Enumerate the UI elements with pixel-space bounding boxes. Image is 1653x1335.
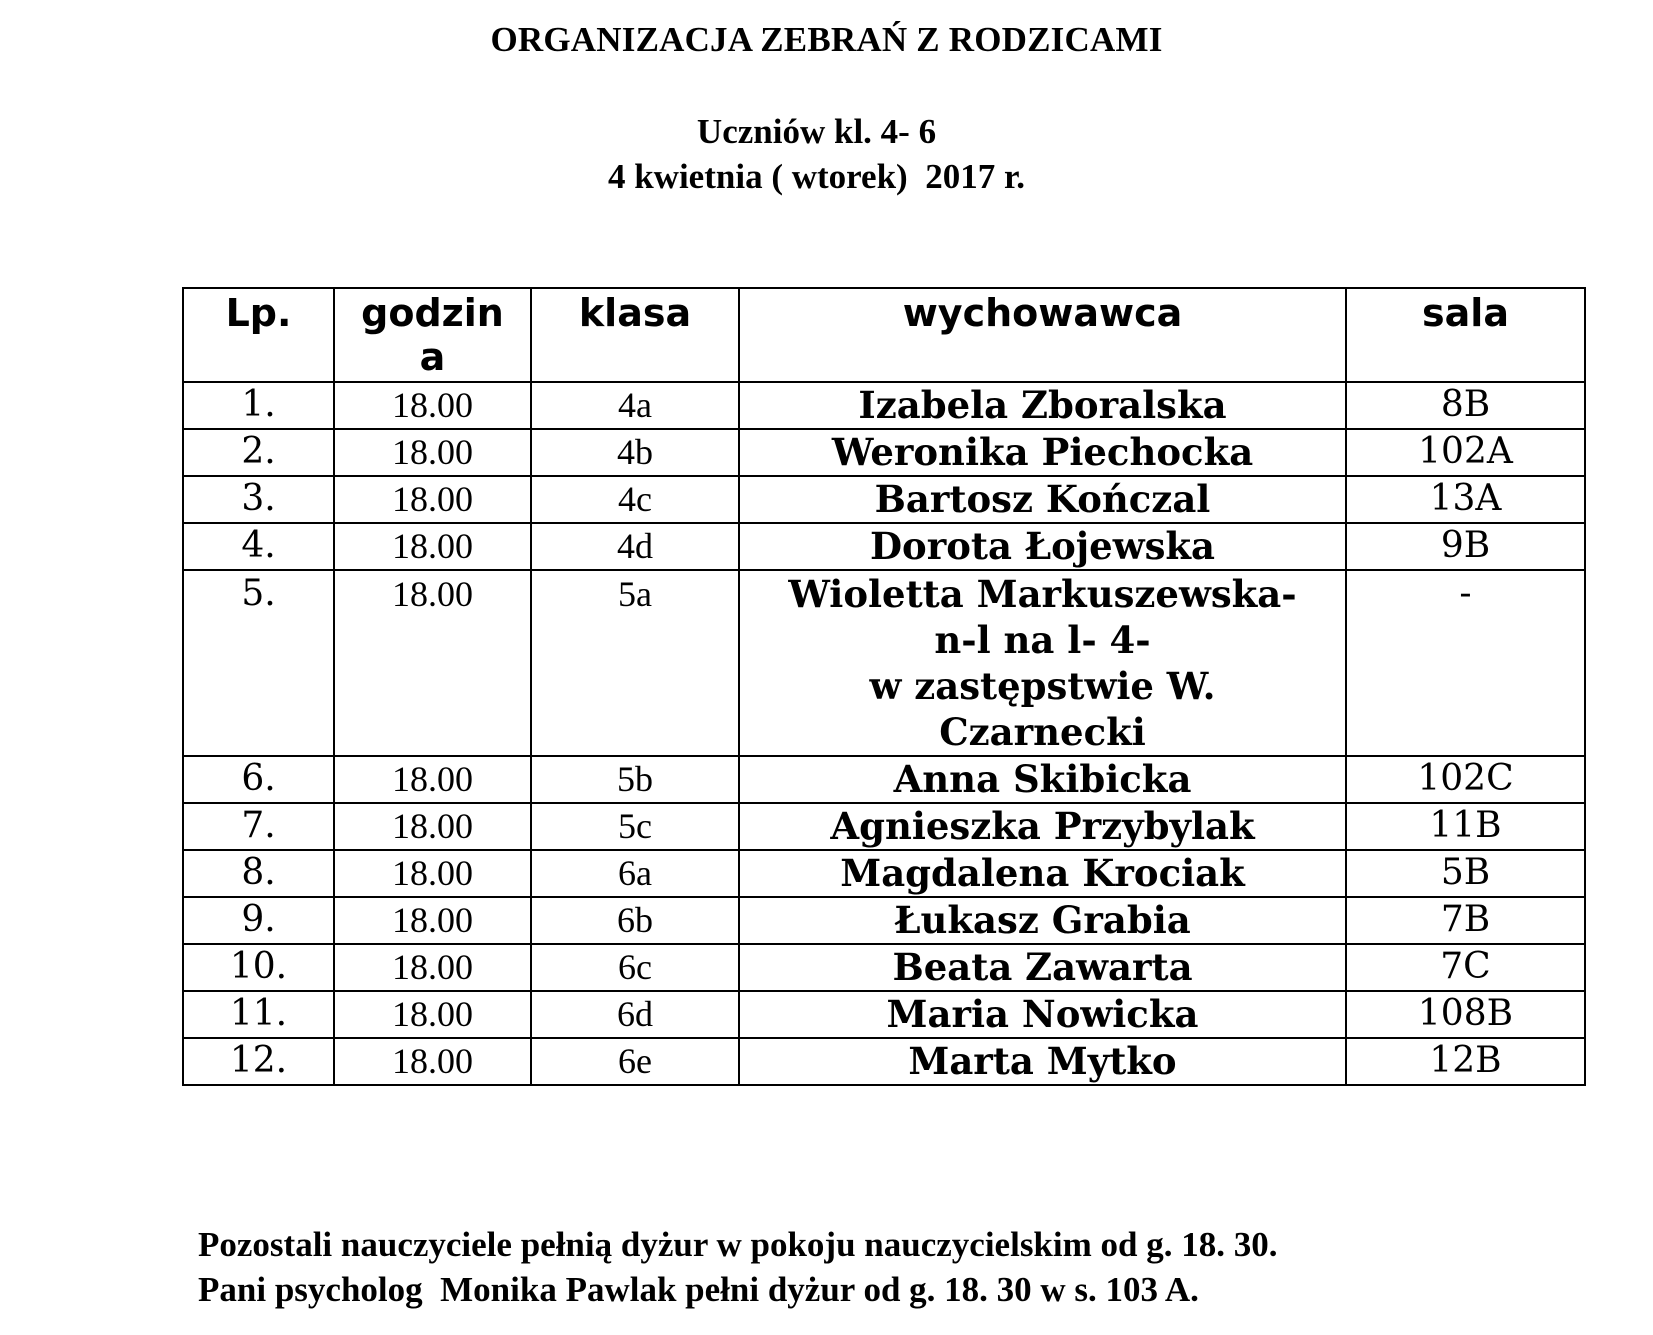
table-row <box>183 1038 1585 1085</box>
table-row <box>183 523 1585 570</box>
cell-teacher: Anna Skibicka <box>739 756 1346 803</box>
cell-time: 18.00 <box>334 803 531 850</box>
table-row <box>183 944 1585 991</box>
cell-class: 5a <box>531 570 739 756</box>
table-row <box>183 850 1585 897</box>
column-header-room: sala <box>1346 288 1585 382</box>
cell-time: 18.00 <box>334 570 531 756</box>
column-header-time-part1: godzin <box>361 291 504 335</box>
cell-room: 12B <box>1346 1038 1585 1085</box>
table-row <box>183 756 1585 803</box>
subtitle-date: 4 kwietnia ( wtorek) 2017 r. <box>607 157 1026 196</box>
cell-class: 6d <box>531 991 739 1038</box>
cell-class: 4c <box>531 476 739 523</box>
cell-room: - <box>1346 570 1585 756</box>
cell-room: 13A <box>1346 476 1585 523</box>
cell-class: 6b <box>531 897 739 944</box>
cell-time: 18.00 <box>334 850 531 897</box>
cell-teacher: Weronika Piechocka <box>739 429 1346 476</box>
cell-teacher: Maria Nowicka <box>739 991 1346 1038</box>
column-header-lp: Lp. <box>183 288 334 382</box>
cell-time: 18.00 <box>334 944 531 991</box>
cell-teacher: Izabela Zboralska <box>739 382 1346 429</box>
cell-teacher: Łukasz Grabia <box>739 897 1346 944</box>
cell-class: 4d <box>531 523 739 570</box>
cell-room: 7B <box>1346 897 1585 944</box>
cell-time: 18.00 <box>334 429 531 476</box>
cell-lp: 10. <box>183 944 334 991</box>
cell-teacher: Agnieszka Przybylak <box>739 803 1346 850</box>
cell-room: 102C <box>1346 756 1585 803</box>
cell-class: 5b <box>531 756 739 803</box>
cell-lp: 3. <box>183 476 334 523</box>
teacher-line: w zastępstwie W. <box>869 664 1216 708</box>
table-row <box>183 570 1585 756</box>
cell-class: 4a <box>531 382 739 429</box>
subtitle-classes: Uczniów kl. 4- 6 <box>696 112 937 151</box>
table-header-row <box>183 288 1585 382</box>
meetings-table <box>182 287 1586 1086</box>
table-row <box>183 897 1585 944</box>
cell-class: 5c <box>531 803 739 850</box>
cell-teacher: Bartosz Kończal <box>739 476 1346 523</box>
cell-teacher: Marta Mytko <box>739 1038 1346 1085</box>
cell-class: 4b <box>531 429 739 476</box>
cell-lp: 12. <box>183 1038 334 1085</box>
table-row <box>183 429 1585 476</box>
cell-class: 6a <box>531 850 739 897</box>
column-header-time <box>334 288 531 382</box>
cell-lp: 7. <box>183 803 334 850</box>
cell-room: 102A <box>1346 429 1585 476</box>
teacher-line: n-l na l- 4- <box>934 618 1151 662</box>
cell-time: 18.00 <box>334 476 531 523</box>
cell-lp: 1. <box>183 382 334 429</box>
teacher-line: Wioletta Markuszewska- <box>788 572 1297 616</box>
footer-note-psychologist: Pani psycholog Monika Pawlak pełni dyżur od g. 18. 30 w s. 103 A. <box>198 1270 1199 1309</box>
cell-lp: 11. <box>183 991 334 1038</box>
cell-teacher: Magdalena Krociak <box>739 850 1346 897</box>
table-row <box>183 476 1585 523</box>
cell-room: 8B <box>1346 382 1585 429</box>
table-row <box>183 803 1585 850</box>
cell-room: 7C <box>1346 944 1585 991</box>
table-row <box>183 382 1585 429</box>
page-title: ORGANIZACJA ZEBRAŃ Z RODZICAMI <box>490 20 1163 59</box>
cell-teacher: Dorota Łojewska <box>739 523 1346 570</box>
teacher-line: Czarnecki <box>939 710 1146 754</box>
column-header-class: klasa <box>531 288 739 382</box>
column-header-teacher: wychowawca <box>739 288 1346 382</box>
cell-lp: 8. <box>183 850 334 897</box>
table-row <box>183 991 1585 1038</box>
column-header-time-part2: a <box>419 335 446 379</box>
cell-time: 18.00 <box>334 991 531 1038</box>
footer-note-teachers: Pozostali nauczyciele pełnią dyżur w pokoju nauczycielskim od g. 18. 30. <box>198 1225 1278 1264</box>
cell-time: 18.00 <box>334 1038 531 1085</box>
cell-room: 5B <box>1346 850 1585 897</box>
cell-time: 18.00 <box>334 756 531 803</box>
cell-room: 108B <box>1346 991 1585 1038</box>
cell-time: 18.00 <box>334 523 531 570</box>
cell-room: 11B <box>1346 803 1585 850</box>
cell-time: 18.00 <box>334 382 531 429</box>
cell-lp: 9. <box>183 897 334 944</box>
cell-lp: 2. <box>183 429 334 476</box>
cell-teacher: Beata Zawarta <box>739 944 1346 991</box>
cell-class: 6c <box>531 944 739 991</box>
cell-time: 18.00 <box>334 897 531 944</box>
cell-lp: 4. <box>183 523 334 570</box>
cell-lp: 6. <box>183 756 334 803</box>
cell-class: 6e <box>531 1038 739 1085</box>
cell-teacher-multiline <box>739 570 1346 756</box>
cell-room: 9B <box>1346 523 1585 570</box>
cell-lp: 5. <box>183 570 334 756</box>
